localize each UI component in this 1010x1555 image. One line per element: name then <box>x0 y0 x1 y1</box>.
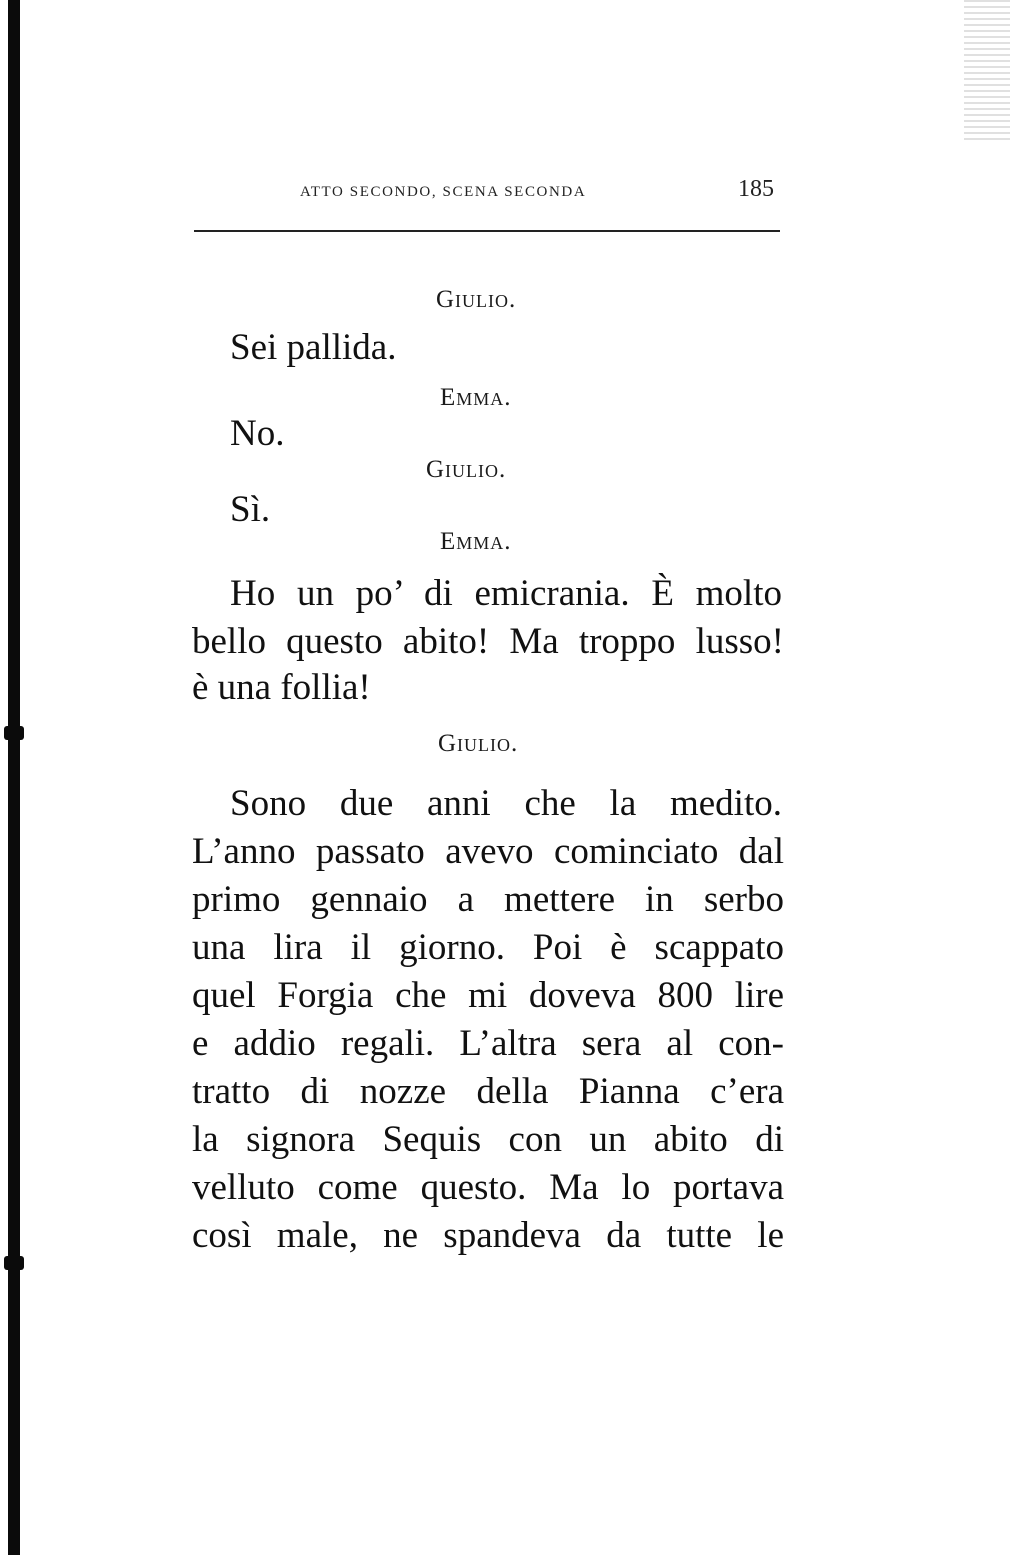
speaker-label: Giulio. <box>436 286 517 313</box>
header-rule <box>194 230 780 232</box>
spine-notch <box>4 726 24 740</box>
dialogue-line: una lira il giorno. Poi è scappato <box>192 927 784 968</box>
dialogue-line: velluto come questo. Ma lo portava <box>192 1167 784 1208</box>
dialogue-line: così male, ne spandeva da tutte le <box>192 1215 784 1256</box>
dialogue-line: L’anno passato avevo cominciato dal <box>192 831 784 872</box>
speaker-label: Giulio. <box>426 456 507 483</box>
dialogue-line: Ho un po’ di emicrania. È molto <box>230 573 782 614</box>
dialogue-line: tratto di nozze della Pianna c’era <box>192 1071 784 1112</box>
dialogue-line: e addio regali. L’altra sera al con- <box>192 1023 784 1064</box>
scan-noise <box>964 0 1010 140</box>
dialogue-line: primo gennaio a mettere in serbo <box>192 879 784 920</box>
dialogue-line: la signora Sequis con un abito di <box>192 1119 784 1160</box>
speaker-label: Emma. <box>440 384 512 411</box>
dialogue-line: Sono due anni che la medito. <box>230 783 782 824</box>
speaker-label: Giulio. <box>438 730 519 757</box>
running-head: ATTO SECONDO, SCENA SECONDA <box>300 184 587 200</box>
dialogue-line: è una follia! <box>192 667 371 708</box>
dialogue-line: quel Forgia che mi doveva 800 lire <box>192 975 784 1016</box>
dialogue-line: Sì. <box>230 489 271 530</box>
dialogue-line: Sei pallida. <box>230 327 397 368</box>
spine-notch <box>4 1256 24 1270</box>
page-number: 185 <box>738 176 774 202</box>
dialogue-line: No. <box>230 413 285 454</box>
dialogue-line: bello questo abito! Ma troppo lusso! <box>192 621 784 662</box>
book-spine-edge <box>8 0 20 1555</box>
speaker-label: Emma. <box>440 528 512 555</box>
